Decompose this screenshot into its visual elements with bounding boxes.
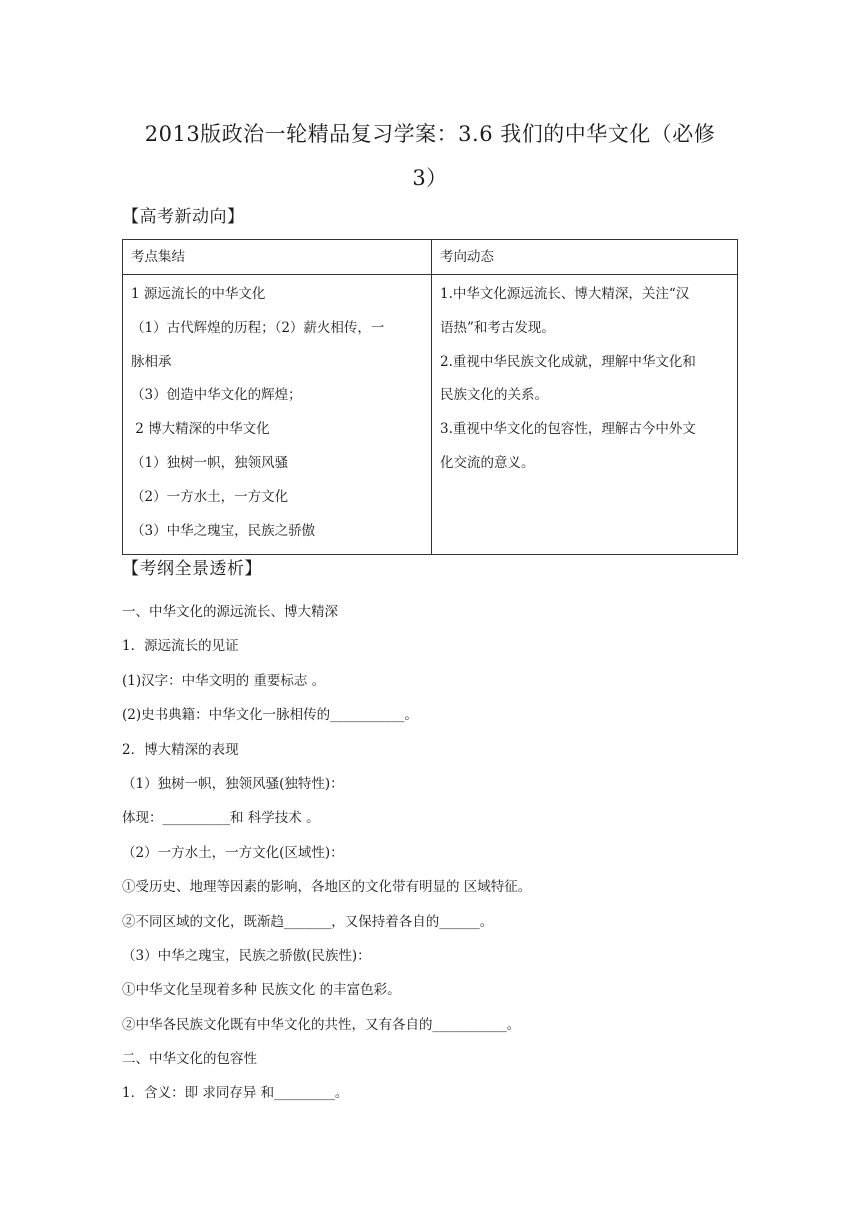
text-line: ①中华文化呈现着多种 民族文化 的丰富色彩。	[122, 982, 401, 999]
text-line: 1．源远流长的见证	[122, 638, 239, 655]
cell-line: （1）古代辉煌的历程；（2）薪火相传，一	[131, 319, 385, 336]
table-cell-key-points	[123, 275, 432, 555]
table-header-cell: 考点集结	[123, 240, 432, 275]
cell-line: （3）中华之瑰宝，民族之骄傲	[131, 522, 316, 539]
text-line: 一、中华文化的源远流长、博大精深	[122, 604, 338, 620]
text-line: （1）独树一帜，独领风骚(独特性)：	[122, 775, 344, 792]
cell-line: 脉相承	[131, 353, 172, 370]
cell-line: 语热”和考古发现。	[440, 319, 555, 336]
page-title	[122, 112, 738, 200]
cell-line: （3）创造中华文化的辉煌；	[131, 387, 302, 404]
text-line: 体现：__________和 科学技术 。	[122, 810, 320, 827]
cell-line: 2 博大精深的中华文化	[131, 421, 270, 438]
cell-line: （1）独树一帜，独领风骚	[131, 454, 289, 471]
cell-line: 2.重视中华民族文化成就，理解中华文化和	[440, 353, 696, 370]
cell-line: （2）一方水土，一方文化	[131, 488, 289, 505]
text-line: ①受历史、地理等因素的影响，各地区的文化带有明显的 区域特征。	[122, 879, 532, 896]
text-line: 1．含义：即 求同存异 和_________。	[122, 1085, 349, 1102]
text-line: （2）一方水土，一方文化(区域性)：	[122, 844, 344, 861]
table-header-cell: 考向动态	[432, 240, 738, 275]
text-line: ②中华各民族文化既有中华文化的共性，又有各自的___________。	[122, 1016, 521, 1033]
body-text	[122, 595, 742, 1111]
text-line: (1)汉字：中华文明的 重要标志 。	[122, 672, 326, 689]
cell-line: 化交流的意义。	[440, 454, 535, 471]
text-line: （3）中华之瑰宝，民族之骄傲(民族性)：	[122, 947, 371, 964]
cell-line: 1.中华文化源远流长、博大精深，关注“汉	[440, 286, 690, 302]
text-line: 2．博大精深的表现	[122, 741, 239, 758]
title-line-1: 2013版政治一轮精品复习学案：3.6 我们的中华文化（必修	[144, 122, 716, 146]
section-heading-overview: 【考纲全景透析】	[122, 559, 262, 579]
section-heading-trends: 【高考新动向】	[122, 207, 245, 227]
trends-table	[122, 239, 738, 555]
table-row	[123, 275, 738, 555]
text-line: 二、中华文化的包容性	[122, 1051, 257, 1068]
text-line: (2)史书典籍：中华文化一脉相传的___________。	[122, 707, 418, 724]
cell-line: 3.重视中华文化的包容性，理解古今中外文	[440, 421, 696, 438]
table-cell-trends	[432, 275, 738, 555]
title-line-2: 3）	[412, 166, 448, 190]
cell-line: 民族文化的关系。	[440, 387, 548, 404]
table-header-row	[123, 240, 738, 275]
cell-line: 1 源远流长的中华文化	[131, 286, 266, 302]
text-line: ②不同区域的文化，既渐趋_______，又保持着各自的______。	[122, 913, 494, 930]
